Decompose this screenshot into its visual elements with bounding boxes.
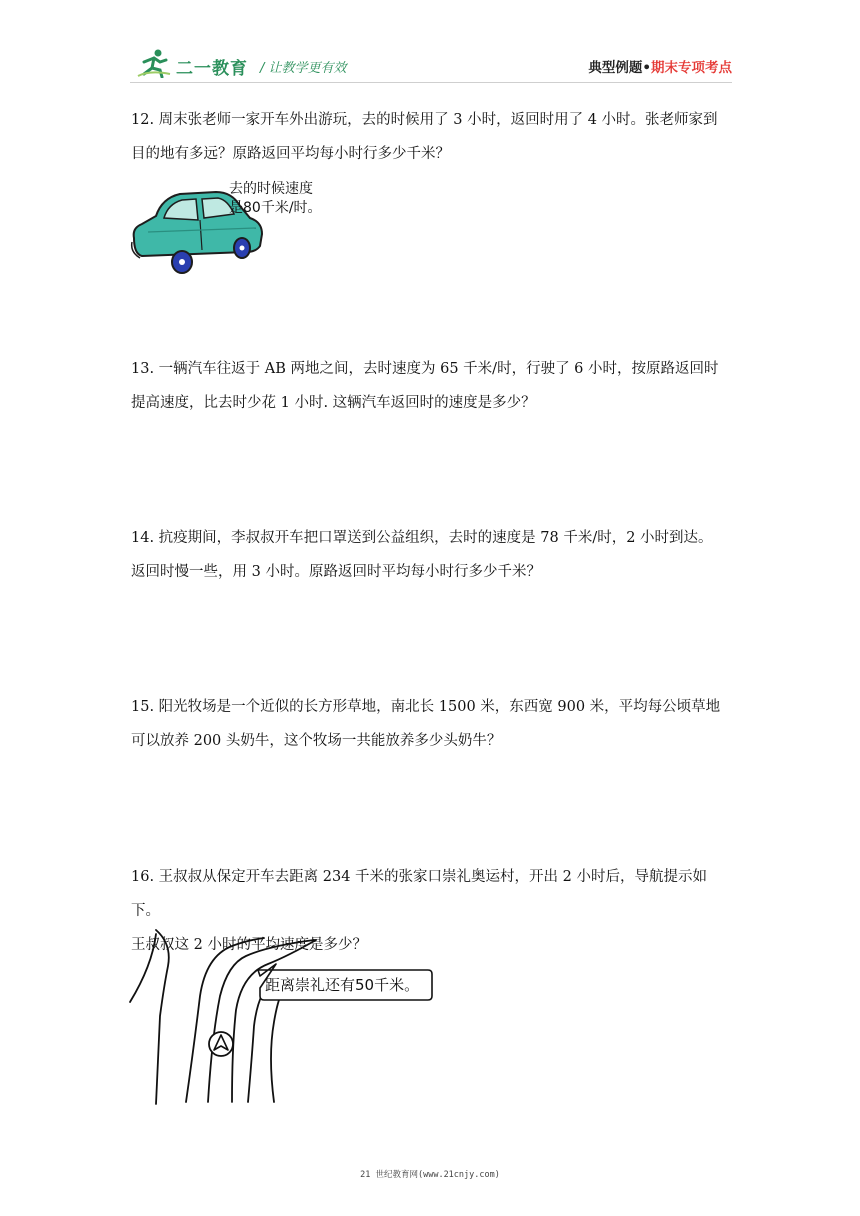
question-text-line: 提高速度，比去时少花 1 小时. 这辆汽车返回时的速度是多少？ [131, 395, 536, 411]
road-map-illustration [128, 926, 448, 1106]
question-15 [131, 690, 735, 758]
question-text-line: 15. 阳光牧场是一个近似的长方形草地，南北长 1500 米，东西宽 900 米，平均每公顷草地 [131, 699, 721, 715]
question-text-line: 返回时慢一些，用 3 小时。原路返回时平均每小时行多少千米？ [131, 564, 541, 580]
question-text-line: 16. 王叔叔从保定开车去距离 234 千米的张家口崇礼奥运村，开出 2 小时后，导航提示如下。 [131, 869, 708, 919]
navigation-arrow-icon [209, 1032, 233, 1056]
page-header [130, 44, 732, 84]
logo [136, 48, 376, 82]
question-13 [131, 352, 735, 420]
page-footer: 21 世纪教育网(www.21cnjy.com) [360, 1170, 500, 1180]
header-divider [130, 82, 732, 83]
brand-name: 二一教育 [176, 59, 248, 79]
header-tag-highlight: 期末专项考点 [651, 60, 732, 76]
question-text-line: 可以放养 200 头奶牛，这个牧场一共能放养多少头奶牛？ [131, 733, 502, 749]
question-text-line: 13. 一辆汽车往返于 AB 两地之间，去时速度为 65 千米/时，行驶了 6 小时，按原路返回时 [131, 361, 719, 377]
runner-logo-icon [136, 48, 172, 78]
question-text-line: 王叔叔这 2 小时的平均速度是多少？ [131, 937, 367, 953]
brand-slogan: / 让教学更有效 [260, 61, 347, 76]
header-tag-prefix: 典型例题• [588, 60, 651, 76]
car-figure [128, 176, 368, 276]
question-14 [131, 521, 735, 589]
question-text-line: 目的地有多远？原路返回平均每小时行多少千米？ [131, 146, 450, 162]
question-text-line: 12. 周末张老师一家开车外出游玩，去的时候用了 3 小时，返回时用了 4 小时。张老师家到 [131, 112, 718, 128]
car-caption-line: 是80千米/时。 [229, 200, 322, 216]
question-12 [131, 103, 735, 171]
header-tag [588, 56, 732, 76]
navigation-figure [128, 926, 448, 1106]
car-caption [229, 180, 322, 218]
navigation-callout-text: 距离崇礼还有50千米。 [265, 976, 420, 994]
car-caption-line: 去的时候速度 [229, 181, 313, 197]
question-text-line: 14. 抗疫期间，李叔叔开车把口罩送到公益组织，去时的速度是 78 千米/时，2 小时到达。 [131, 530, 713, 546]
